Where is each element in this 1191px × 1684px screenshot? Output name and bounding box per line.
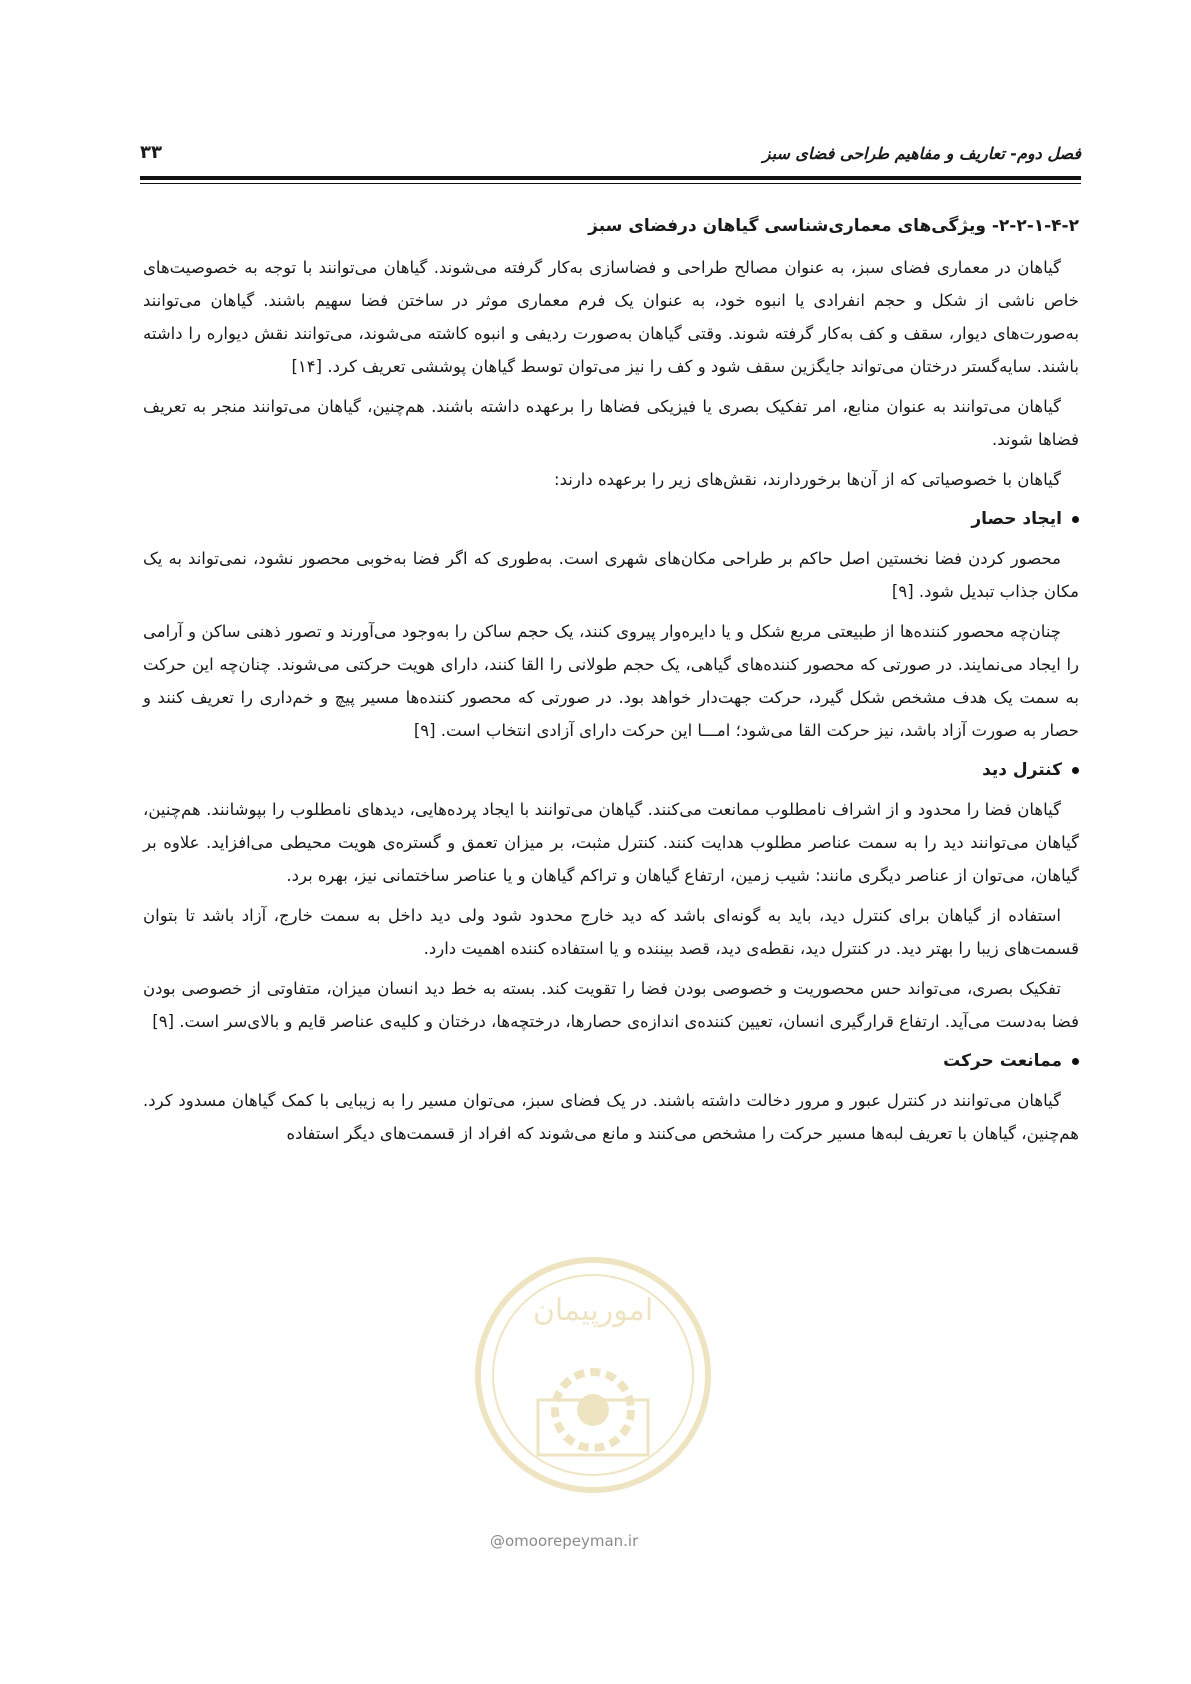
section-heading: ۲-۲-۱-۴-۲- ویژگی‌های معماری‌شناسی گیاهان درفضای سبز [588, 216, 1079, 236]
paragraph: تفکیک بصری، می‌تواند حس محصوریت و خصوصی بودن فضا را تقویت کند. بسته به خط دید انسان میزان، متفاوتی از خصوصی بودن فضا به‌دست می‌آید. ارتفاع قرارگیری انسان، تعیین کننده‌ی اندازه‌ی حصارها، درختچه‌ها، درختان و کلیه‌ی عناصر قایم و بالای‌سر است. [۹] [143, 979, 1079, 1031]
paragraph: گیاهان در معماری فضای سبز، به عنوان مصالح طراحی و فضاسازی به‌کار گرفته می‌شوند. گیاهان می‌توانند با توجه به خصوصیت‌های خاص ناشی از شکل و حجم انفرادی یا انبوه خود، به عنوان یک فرم معماری موثر در ساختن فضا سهیم باشند. گیاهان می‌توانند به‌صورت‌های دیوار، سقف و کف به‌کار گرفته شوند. وقتی گیاهان به‌صورت ردیفی و انبوه کاشته می‌شوند، می‌توانند نقش دیواره را داشته باشند. سایه‌گستر درختان می‌تواند جایگزین سقف شود و کف را نیز می‌توان توسط گیاهان پوششی تعریف کرد. [۱۴] [143, 258, 1079, 376]
bullet-icon [1072, 1058, 1079, 1065]
paragraph: استفاده از گیاهان برای کنترل دید، باید به گونه‌ای باشد که دید خارج محدود شود ولی دید داخل به سمت خارج، آزاد باشد تا بتوان قسمت‌های زیبا را بهتر دید. در کنترل دید، نقطه‌ی دید، قصد بیننده و یا استفاده کننده اهمیت دارد. [143, 906, 1079, 958]
bullet-heading-enclosure [143, 503, 1079, 536]
bullet-heading-label: ممانعت حرکت [943, 1051, 1062, 1071]
paragraph: گیاهان می‌توانند در کنترل عبور و مرور دخالت داشته باشند. در یک فضای سبز، می‌توان مسیر را به زیبایی با کمک گیاهان مسدود کرد. هم‌چنین، گیاهان با تعریف لبه‌ها مسیر حرکت را مشخص می‌کنند و مانع می‌شوند که افراد از قسمت‌های دیگر استفاده [143, 1091, 1079, 1143]
running-title: فصل دوم- تعاریف و مفاهیم طراحی فضای سبز [762, 144, 1081, 163]
document-body [143, 210, 1079, 1157]
bullet-icon [1072, 767, 1079, 774]
bullet-heading-label: کنترل دید [982, 760, 1062, 780]
watermark-url: @omoorepeyman.ir [490, 1532, 639, 1550]
paragraph: گیاهان می‌توانند به عنوان منابع، امر تفکیک بصری یا فیزیکی فضاها را برعهده داشته باشند. هم‌چنین، گیاهان می‌توانند منجر به تعریف فضاها شوند. [143, 397, 1079, 449]
watermark-logo-icon [468, 1250, 718, 1500]
header-rule-thick [140, 176, 1081, 180]
header-rule-thin [140, 183, 1081, 184]
watermark-logo-text: امورپیمان [532, 1293, 654, 1328]
bullet-heading-label: ایجاد حصار [971, 509, 1062, 529]
running-header [140, 140, 1081, 176]
page-number: ۳۳ [140, 142, 162, 163]
bullet-heading-movement-barrier [143, 1045, 1079, 1078]
paragraph: محصور کردن فضا نخستین اصل حاکم بر طراحی مکان‌های شهری است. به‌طوری که اگر فضا به‌خوبی محصور نشود، نمی‌تواند به یک مکان جذاب تبدیل شود. [۹] [143, 549, 1079, 601]
paragraph: چنان‌چه محصور کننده‌ها از طبیعتی مربع شکل و یا دایره‌وار پیروی کنند، یک حجم ساکن را به‌وجود می‌آورند و تصور ذهنی ساکن و آرامی را ایجاد می‌نمایند. در صورتی که محصور کننده‌های گیاهی، یک حجم طولانی را القا کنند، دارای هویت حرکتی می‌شوند. چنان‌چه این حرکت به سمت یک هدف مشخص شکل گیرد، حرکت جهت‌دار خواهد بود. در صورتی که محصور کننده‌ها مسیر پیچ و خم‌داری را تعریف کنند و حصار به صورت آزاد باشد، نیز حرکت القا می‌شود؛ امـــا این حرکت دارای آزادی انتخاب است. [۹] [143, 622, 1079, 740]
paragraph: گیاهان با خصوصیاتی که از آن‌ها برخوردارند، نقش‌های زیر را برعهده دارند: [554, 470, 1061, 489]
bullet-heading-view-control [143, 754, 1079, 787]
bullet-icon [1072, 516, 1079, 523]
paragraph: گیاهان فضا را محدود و از اشراف نامطلوب ممانعت می‌کنند. گیاهان می‌توانند با ایجاد پرده‌هایی، دیدهای نامطلوب را بپوشانند. هم‌چنین، گیاهان می‌توانند دید را به سمت عناصر مطلوب هدایت کنند. کنترل مثبت، بر میزان تعمق و گستره‌ی هویت محیطی می‌افزاید. علاوه بر گیاهان، می‌توان از عناصر دیگری مانند: شیب زمین، ارتفاع گیاهان و تراکم گیاهان و یا عناصر ساختمانی نیز، بهره برد. [143, 800, 1079, 885]
